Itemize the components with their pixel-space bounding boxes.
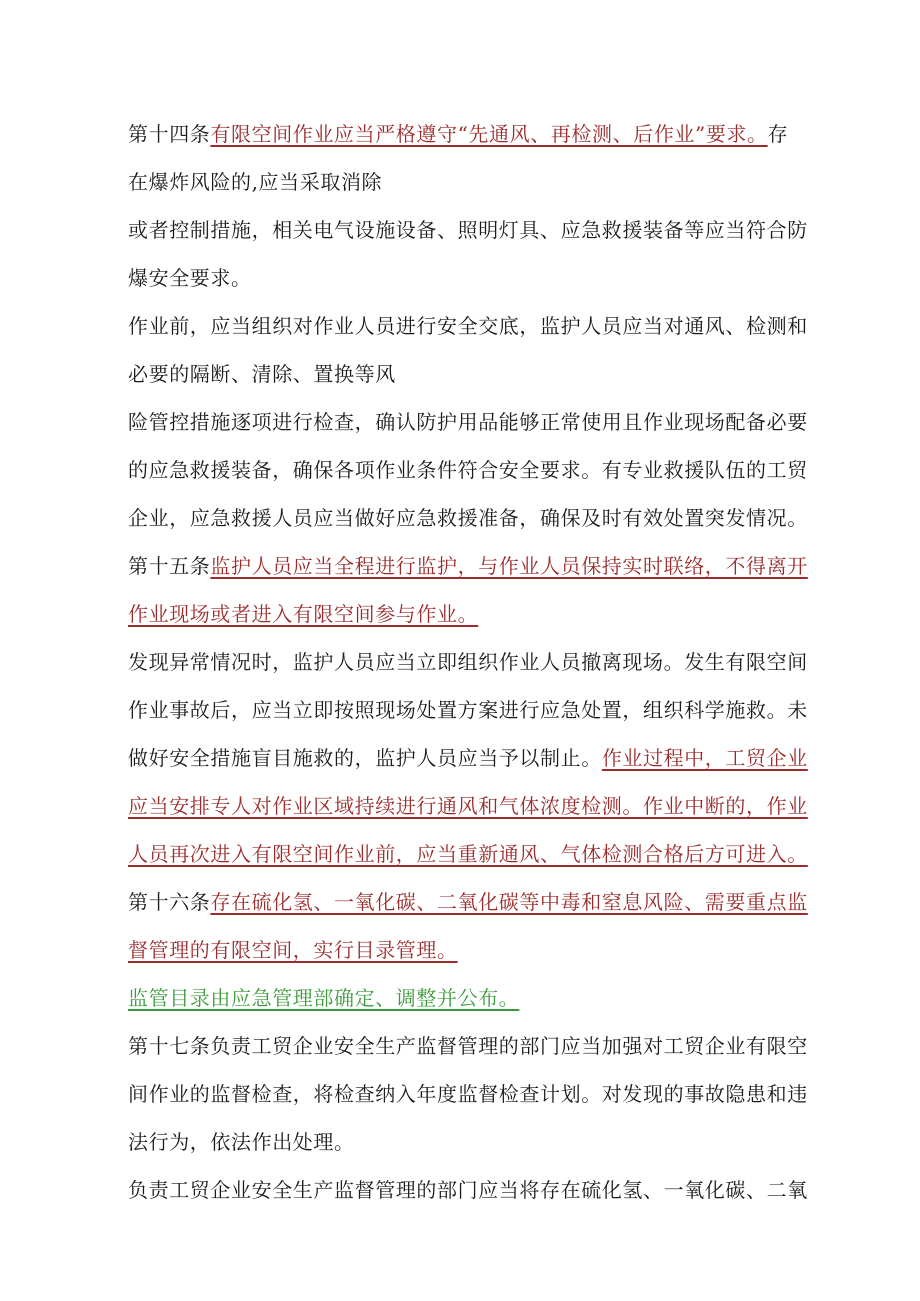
text-line: 法行为，依法作出处理。 bbox=[128, 1130, 355, 1154]
text-line: 间作业的监督检查，将检查纳入年度监督检查计划。对发现的事故隐患和违 bbox=[128, 1082, 808, 1106]
text-line: 监管目录由应急管理部确定、调整并公布。 bbox=[128, 986, 520, 1010]
text-line: 作业事故后，应当立即按照现场处置方案进行应急处置，组织科学施救。未 bbox=[128, 698, 808, 722]
text-line: 在爆炸风险的,应当采取消除 bbox=[128, 170, 383, 194]
text-line: 第十四条有限空间作业应当严格遵守“先通风、再检测、后作业”要求。存 bbox=[128, 122, 789, 146]
text-line: 或者控制措施，相关电气设施设备、照明灯具、应急救援装备等应当符合防 bbox=[128, 218, 808, 242]
text-line: 企业，应急救援人员应当做好应急救援准备，确保及时有效处置突发情况。 bbox=[128, 506, 808, 530]
text-line: 作业现场或者进入有限空间参与作业。 bbox=[128, 602, 479, 626]
text-line: 第十六条存在硫化氢、一氧化碳、二氧化碳等中毒和窒息风险、需要重点监 bbox=[128, 890, 808, 914]
text-line: 险管控措施逐项进行检查，确认防护用品能够正常使用且作业现场配备必要 bbox=[128, 410, 808, 434]
text-line: 必要的隔断、清除、置换等风 bbox=[128, 362, 396, 386]
text-line: 第十五条监护人员应当全程进行监护，与作业人员保持实时联络，不得离开 bbox=[128, 554, 808, 578]
text-line: 做好安全措施盲目施救的，监护人员应当予以制止。作业过程中，工贸企业 bbox=[128, 746, 808, 770]
text-line: 的应急救援装备，确保各项作业条件符合安全要求。有专业救援队伍的工贸 bbox=[128, 458, 808, 482]
text-line: 督管理的有限空间，实行目录管理。 bbox=[128, 938, 458, 962]
text-line: 爆安全要求。 bbox=[128, 266, 252, 290]
text-line: 第十七条负责工贸企业安全生产监督管理的部门应当加强对工贸企业有限空 bbox=[128, 1034, 808, 1058]
text-line: 人员再次进入有限空间作业前，应当重新通风、气体检测合格后方可进入。 bbox=[128, 842, 808, 866]
text-line: 负责工贸企业安全生产监督管理的部门应当将存在硫化氢、一氧化碳、二氧 bbox=[128, 1178, 808, 1202]
text-line: 应当安排专人对作业区域持续进行通风和气体浓度检测。作业中断的，作业 bbox=[128, 794, 808, 818]
text-line: 发现异常情况时，监护人员应当立即组织作业人员撤离现场。发生有限空间 bbox=[128, 650, 808, 674]
text-line: 作业前，应当组织对作业人员进行安全交底，监护人员应当对通风、检测和 bbox=[128, 314, 808, 338]
